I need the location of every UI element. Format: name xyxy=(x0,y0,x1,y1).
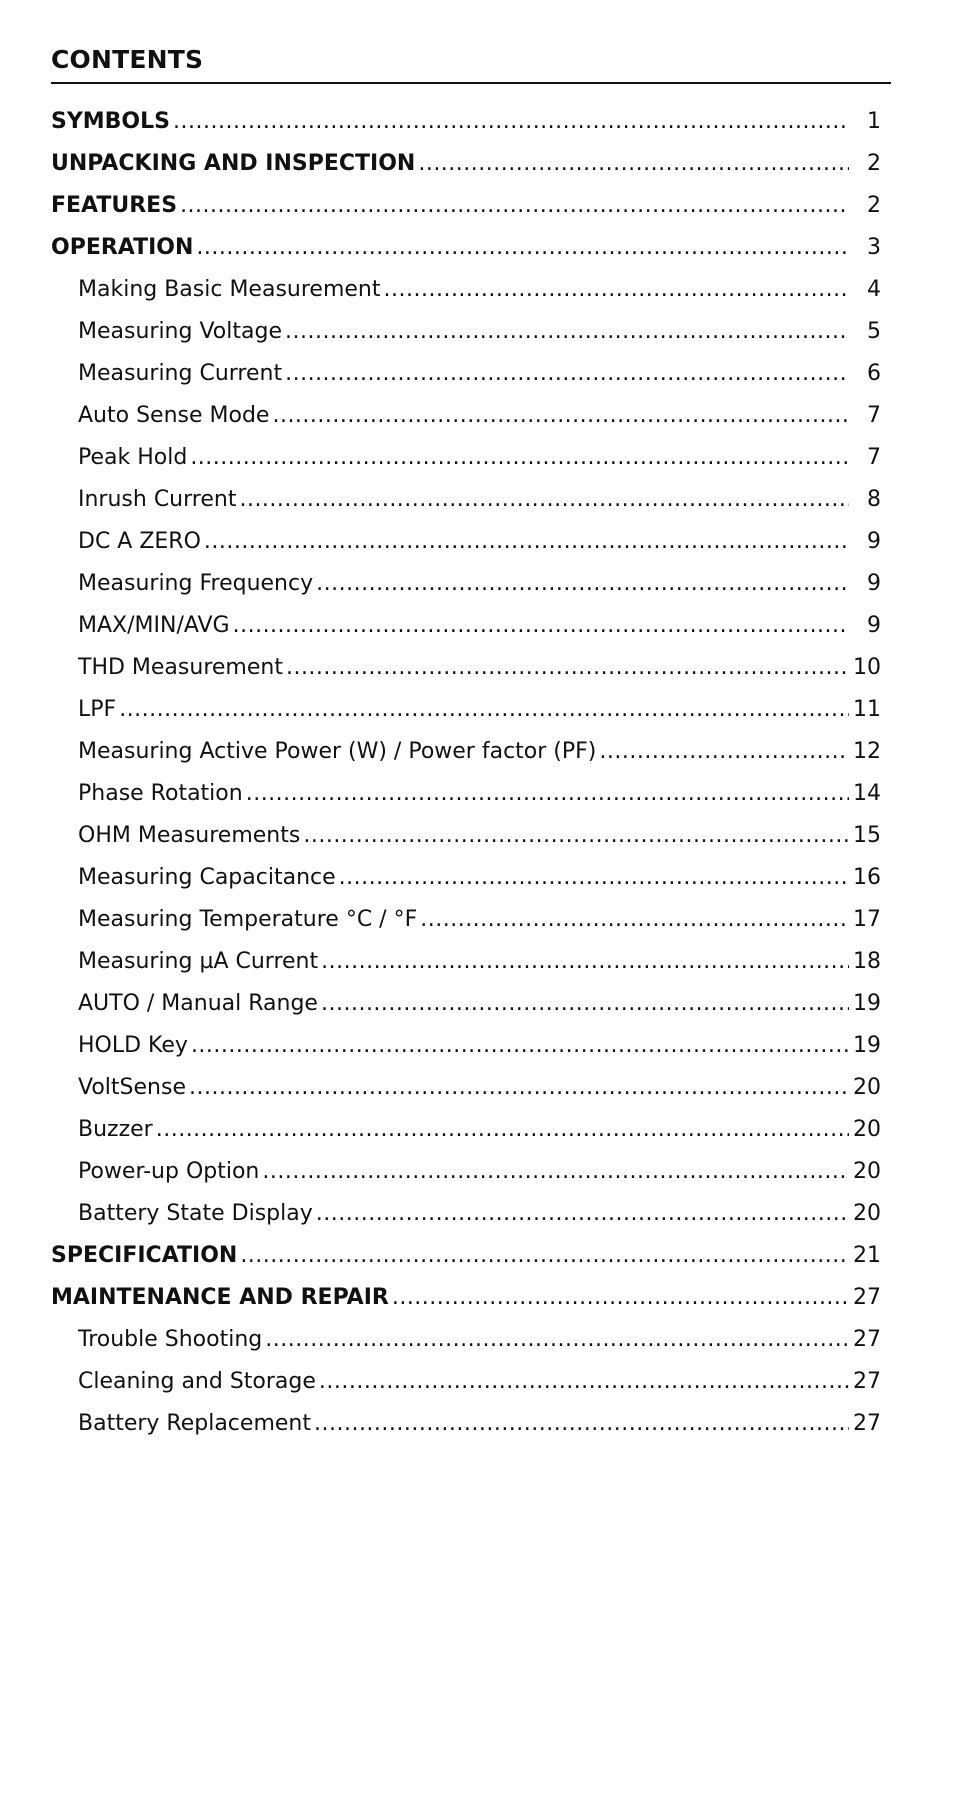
dot-leader xyxy=(265,1319,849,1361)
toc-entry[interactable] xyxy=(51,1025,881,1067)
toc-entry-label: MAINTENANCE AND REPAIR xyxy=(51,1285,389,1310)
toc-entry[interactable] xyxy=(51,899,881,941)
dot-leader xyxy=(246,773,849,815)
toc-entry-label: Peak Hold xyxy=(78,445,188,470)
toc-entry-page-number: 20 xyxy=(853,1159,881,1184)
toc-entry[interactable] xyxy=(51,311,881,353)
toc-entry-page-number: 20 xyxy=(853,1075,881,1100)
toc-entry-label: AUTO / Manual Range xyxy=(78,991,318,1016)
toc-entry[interactable] xyxy=(51,479,881,521)
toc-entry-page-number: 20 xyxy=(853,1117,881,1142)
dot-leader xyxy=(316,1193,849,1235)
toc-entry-label: MAX/MIN/AVG xyxy=(78,613,230,638)
toc-entry[interactable] xyxy=(51,395,881,437)
toc-entry-page-number: 8 xyxy=(867,487,881,512)
toc-entry-label: SPECIFICATION xyxy=(51,1243,238,1268)
toc-entry-page-number: 7 xyxy=(867,445,881,470)
toc-entry-page-number: 7 xyxy=(867,403,881,428)
dot-leader xyxy=(190,437,849,479)
toc-entry-page-number: 21 xyxy=(853,1243,881,1268)
dot-leader xyxy=(418,143,849,185)
toc-entry-label: Measuring Capacitance xyxy=(78,865,336,890)
toc-entry[interactable] xyxy=(51,1193,881,1235)
toc-entry-page-number: 27 xyxy=(853,1369,881,1394)
toc-entry-label: OPERATION xyxy=(51,235,194,260)
dot-leader xyxy=(303,815,849,857)
toc-entry-page-number: 2 xyxy=(867,193,881,218)
toc-entry-label: OHM Measurements xyxy=(78,823,301,848)
toc-entry-page-number: 16 xyxy=(853,865,881,890)
toc-entry[interactable] xyxy=(51,1403,881,1445)
toc-entry-label: Measuring Voltage xyxy=(78,319,282,344)
toc-entry[interactable] xyxy=(51,1151,881,1193)
toc-entry-page-number: 9 xyxy=(867,613,881,638)
dot-leader xyxy=(262,1151,849,1193)
toc-entry[interactable] xyxy=(51,269,881,311)
toc-entry-page-number: 10 xyxy=(853,655,881,680)
toc-entry-page-number: 12 xyxy=(853,739,881,764)
dot-leader xyxy=(599,731,849,773)
toc-entry-page-number: 1 xyxy=(867,109,881,134)
toc-entry[interactable] xyxy=(51,647,881,689)
toc-entry-label: Battery Replacement xyxy=(78,1411,311,1436)
toc-entry[interactable] xyxy=(51,1235,881,1277)
dot-leader xyxy=(285,353,849,395)
toc-entry-page-number: 19 xyxy=(853,1033,881,1058)
toc-entry[interactable] xyxy=(51,605,881,647)
dot-leader xyxy=(286,647,849,689)
toc-entry[interactable] xyxy=(51,1109,881,1151)
dot-leader xyxy=(316,563,849,605)
dot-leader xyxy=(384,269,850,311)
toc-entry-label: Cleaning and Storage xyxy=(78,1369,316,1394)
toc-entry-page-number: 18 xyxy=(853,949,881,974)
toc-entry-label: SYMBOLS xyxy=(51,109,171,134)
toc-entry-page-number: 19 xyxy=(853,991,881,1016)
dot-leader xyxy=(392,1277,849,1319)
toc-entry-label: Power-up Option xyxy=(78,1159,260,1184)
toc-entry-label: VoltSense xyxy=(78,1075,186,1100)
dot-leader xyxy=(119,689,849,731)
toc-entry-label: Measuring Frequency xyxy=(78,571,314,596)
dot-leader xyxy=(196,227,849,269)
toc-entry-label: Measuring µA Current xyxy=(78,949,319,974)
toc-entry[interactable] xyxy=(51,1067,881,1109)
toc-entry-page-number: 27 xyxy=(853,1327,881,1352)
page-title: CONTENTS xyxy=(51,44,891,84)
dot-leader xyxy=(204,521,849,563)
dot-leader xyxy=(321,941,849,983)
toc-entry[interactable] xyxy=(51,521,881,563)
toc-entry-label: Measuring Active Power (W) / Power factor (PF) xyxy=(78,739,597,764)
toc-entry-label: Auto Sense Mode xyxy=(78,403,270,428)
toc-entry-label: Buzzer xyxy=(78,1117,153,1142)
toc-entry[interactable] xyxy=(51,143,881,185)
toc-entry-page-number: 4 xyxy=(867,277,881,302)
toc-entry-label: Measuring Temperature °C / °F xyxy=(78,907,418,932)
toc-entry-label: HOLD Key xyxy=(78,1033,188,1058)
table-of-contents xyxy=(51,101,891,1445)
toc-entry-label: Inrush Current xyxy=(78,487,237,512)
toc-entry[interactable] xyxy=(51,227,881,269)
toc-entry[interactable] xyxy=(51,689,881,731)
toc-entry[interactable] xyxy=(51,101,881,143)
toc-entry-label: Measuring Current xyxy=(78,361,283,386)
toc-entry[interactable] xyxy=(51,1319,881,1361)
toc-entry-page-number: 2 xyxy=(867,151,881,176)
toc-entry-page-number: 3 xyxy=(867,235,881,260)
dot-leader xyxy=(156,1109,849,1151)
dot-leader xyxy=(321,983,849,1025)
dot-leader xyxy=(191,1025,849,1067)
toc-entry[interactable] xyxy=(51,983,881,1025)
dot-leader xyxy=(420,899,849,941)
toc-entry-page-number: 17 xyxy=(853,907,881,932)
toc-entry-page-number: 9 xyxy=(867,529,881,554)
dot-leader xyxy=(173,101,849,143)
toc-entry-page-number: 15 xyxy=(853,823,881,848)
toc-entry-label: LPF xyxy=(78,697,117,722)
toc-entry-page-number: 9 xyxy=(867,571,881,596)
dot-leader xyxy=(319,1361,849,1403)
toc-entry[interactable] xyxy=(51,437,881,479)
toc-entry[interactable] xyxy=(51,857,881,899)
toc-entry-page-number: 6 xyxy=(867,361,881,386)
toc-entry[interactable] xyxy=(51,185,881,227)
dot-leader xyxy=(180,185,849,227)
toc-entry-label: Phase Rotation xyxy=(78,781,243,806)
toc-entry-label: THD Measurement xyxy=(78,655,283,680)
toc-entry-page-number: 20 xyxy=(853,1201,881,1226)
toc-entry-label: FEATURES xyxy=(51,193,178,218)
toc-entry[interactable] xyxy=(51,563,881,605)
toc-entry-page-number: 5 xyxy=(867,319,881,344)
toc-entry[interactable] xyxy=(51,941,881,983)
contents-page xyxy=(51,44,891,1445)
dot-leader xyxy=(272,395,849,437)
dot-leader xyxy=(314,1403,849,1445)
toc-entry-label: UNPACKING AND INSPECTION xyxy=(51,151,416,176)
toc-entry-label: Battery State Display xyxy=(78,1201,313,1226)
toc-entry-label: Making Basic Measurement xyxy=(78,277,381,302)
toc-entry-page-number: 14 xyxy=(853,781,881,806)
toc-entry[interactable] xyxy=(51,1277,881,1319)
toc-entry[interactable] xyxy=(51,1361,881,1403)
dot-leader xyxy=(240,1235,849,1277)
toc-entry[interactable] xyxy=(51,353,881,395)
toc-entry-label: DC A ZERO xyxy=(78,529,201,554)
toc-entry-page-number: 27 xyxy=(853,1285,881,1310)
dot-leader xyxy=(339,857,849,899)
toc-entry[interactable] xyxy=(51,815,881,857)
toc-entry-page-number: 27 xyxy=(853,1411,881,1436)
toc-entry[interactable] xyxy=(51,773,881,815)
dot-leader xyxy=(285,311,849,353)
toc-entry[interactable] xyxy=(51,731,881,773)
toc-entry-label: Trouble Shooting xyxy=(78,1327,263,1352)
dot-leader xyxy=(233,605,849,647)
dot-leader xyxy=(189,1067,849,1109)
dot-leader xyxy=(239,479,849,521)
toc-entry-page-number: 11 xyxy=(853,697,881,722)
